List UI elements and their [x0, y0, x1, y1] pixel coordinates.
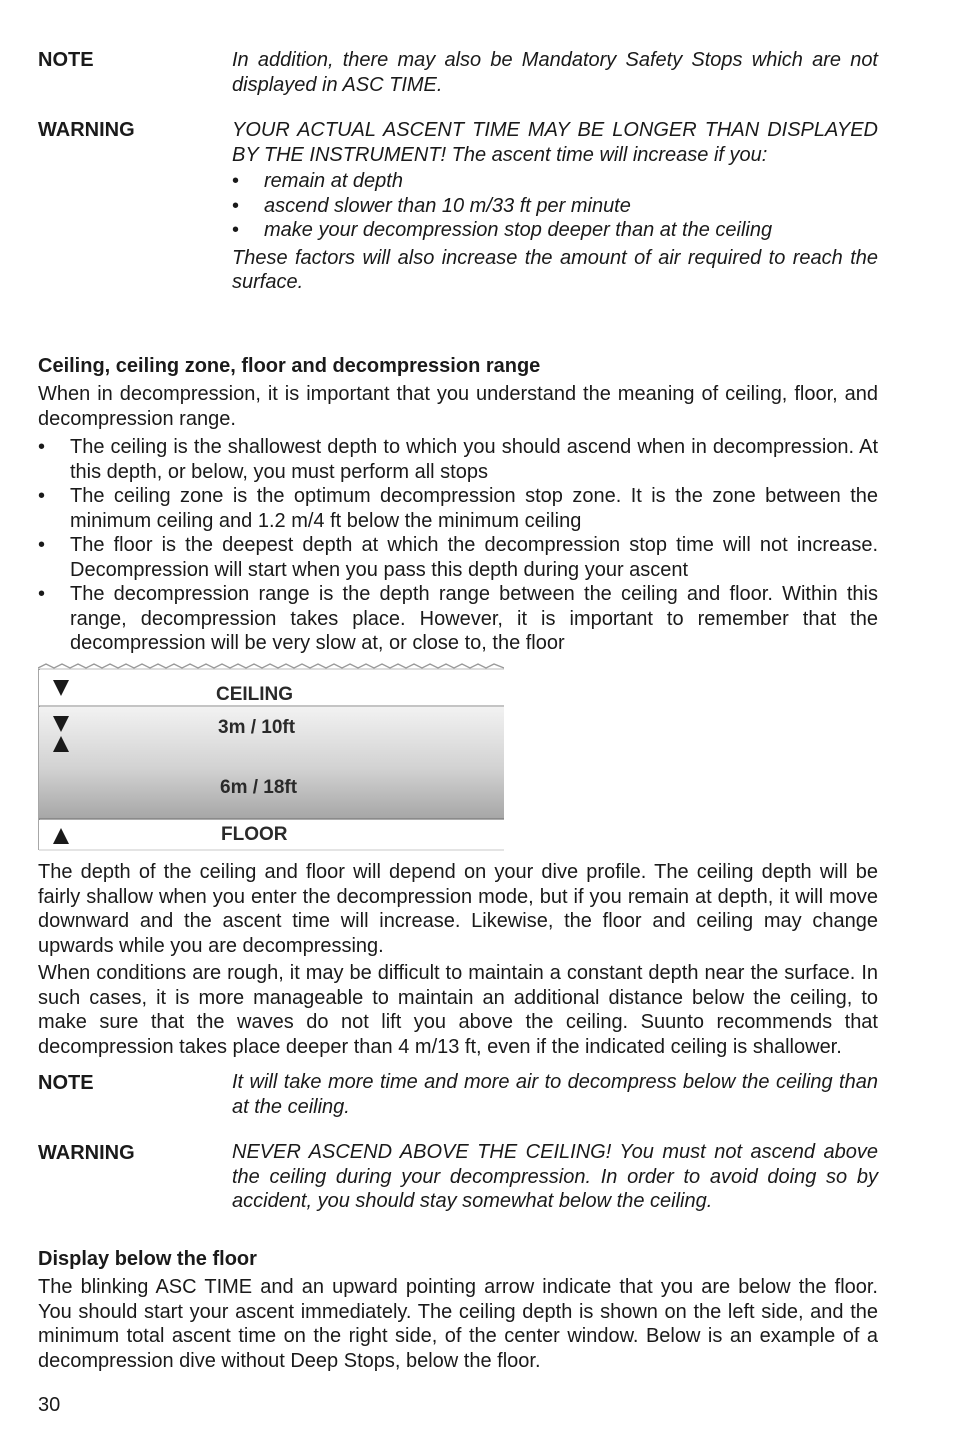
warning-label: WARNING	[38, 1142, 135, 1164]
warning-block	[232, 118, 878, 295]
warning-label: WARNING	[38, 119, 135, 141]
note-text: It will take more time and more air to decompress below the ceiling than at the ceiling.	[232, 1071, 878, 1118]
warning-text: NEVER ASCEND ABOVE THE CEILING! You must not ascend above the ceiling during your decompression. In order to avoid doing so by accident, you should stay somewhat below the ceiling.	[232, 1141, 878, 1212]
ceiling-label: CEILING	[216, 684, 294, 705]
section-intro: When in decompression, it is important that you understand the meaning of ceiling, floor, and decompression range.	[38, 383, 878, 430]
bullet: •	[38, 534, 46, 556]
bullet: •	[38, 485, 46, 507]
paragraph-rough-conditions: When conditions are rough, it may be difficult to maintain a constant depth near the surface. In such cases, it is more manageable to maintain an additional distance below the ceiling, to make sure that the waves do not lift you above the ceiling. Suunto recommends that decompression takes place deeper than 4 m/13 ft, even if the indicated ceiling is shallower.	[38, 962, 878, 1058]
page-number: 30	[38, 1394, 61, 1416]
list-item: • make your decompression stop deeper than at the ceiling	[232, 219, 773, 241]
list-item: • The decompression range is the depth range between the ceiling and floor. Within this range, decompression takes place. However, it is important to remember that the decompression will be very slow at, or close to, the floor	[38, 583, 878, 654]
list-item: • remain at depth	[232, 170, 403, 192]
bullet: •	[38, 583, 46, 605]
bullet: •	[232, 194, 240, 217]
section-heading: Display below the floor	[38, 1248, 257, 1270]
section-heading: Ceiling, ceiling zone, floor and decompression range	[38, 355, 541, 377]
bullet: •	[232, 219, 240, 241]
list-item: • The floor is the deepest depth at which the decompression stop time will not increase. Decompression will start when you pass this depth during your ascent	[38, 534, 878, 581]
warning-list	[232, 169, 878, 243]
upper-depth-label: 3m / 10ft	[218, 717, 296, 738]
list-item: • ascend slower than 10 m/33 ft per minute	[232, 194, 631, 217]
note-text: In addition, there may also be Mandatory Safety Stops which are not displayed in ASC TIME.	[232, 49, 878, 96]
floor-label: FLOOR	[221, 824, 288, 845]
water-surface-line	[38, 664, 504, 668]
warning-intro: YOUR ACTUAL ASCENT TIME MAY BE LONGER THAN DISPLAYED BY THE INSTRUMENT! The ascent time will increase if you:	[232, 119, 878, 166]
paragraph-depth-profile: The depth of the ceiling and floor will depend on your dive profile. The ceiling depth will be fairly shallow when you enter the decompression mode, but if you remain at depth, it will move downward and the ascent time will increase. Likewise, the floor and ceiling may change upwards while you are decompressing.	[38, 861, 878, 957]
ceiling-floor-diagram	[38, 660, 504, 852]
section-text: The blinking ASC TIME and an upward pointing arrow indicate that you are below the floor. You should start your ascent immediately. The ceiling depth is shown on the left side, and the minimum total ascent time on the right side, of the center window. Below is an example of a decompression dive without Deep Stops, below the floor.	[38, 1276, 878, 1372]
list-item: • The ceiling is the shallowest depth to which you should ascend when in decompression. At this depth, or below, you must perform all stops	[38, 436, 878, 483]
list-item: • The ceiling zone is the optimum decompression stop zone. It is the zone between the minimum ceiling and 1.2 m/4 ft below the minimum ceiling	[38, 485, 878, 532]
note-label: NOTE	[38, 49, 94, 71]
diagram-svg	[38, 660, 504, 852]
lower-depth-label: 6m / 18ft	[220, 777, 298, 798]
note-label: NOTE	[38, 1072, 94, 1094]
bullet: •	[232, 170, 240, 192]
bullet: •	[38, 436, 46, 458]
definition-list	[38, 435, 878, 656]
warning-outro: These factors will also increase the amount of air required to reach the surface.	[232, 246, 878, 293]
